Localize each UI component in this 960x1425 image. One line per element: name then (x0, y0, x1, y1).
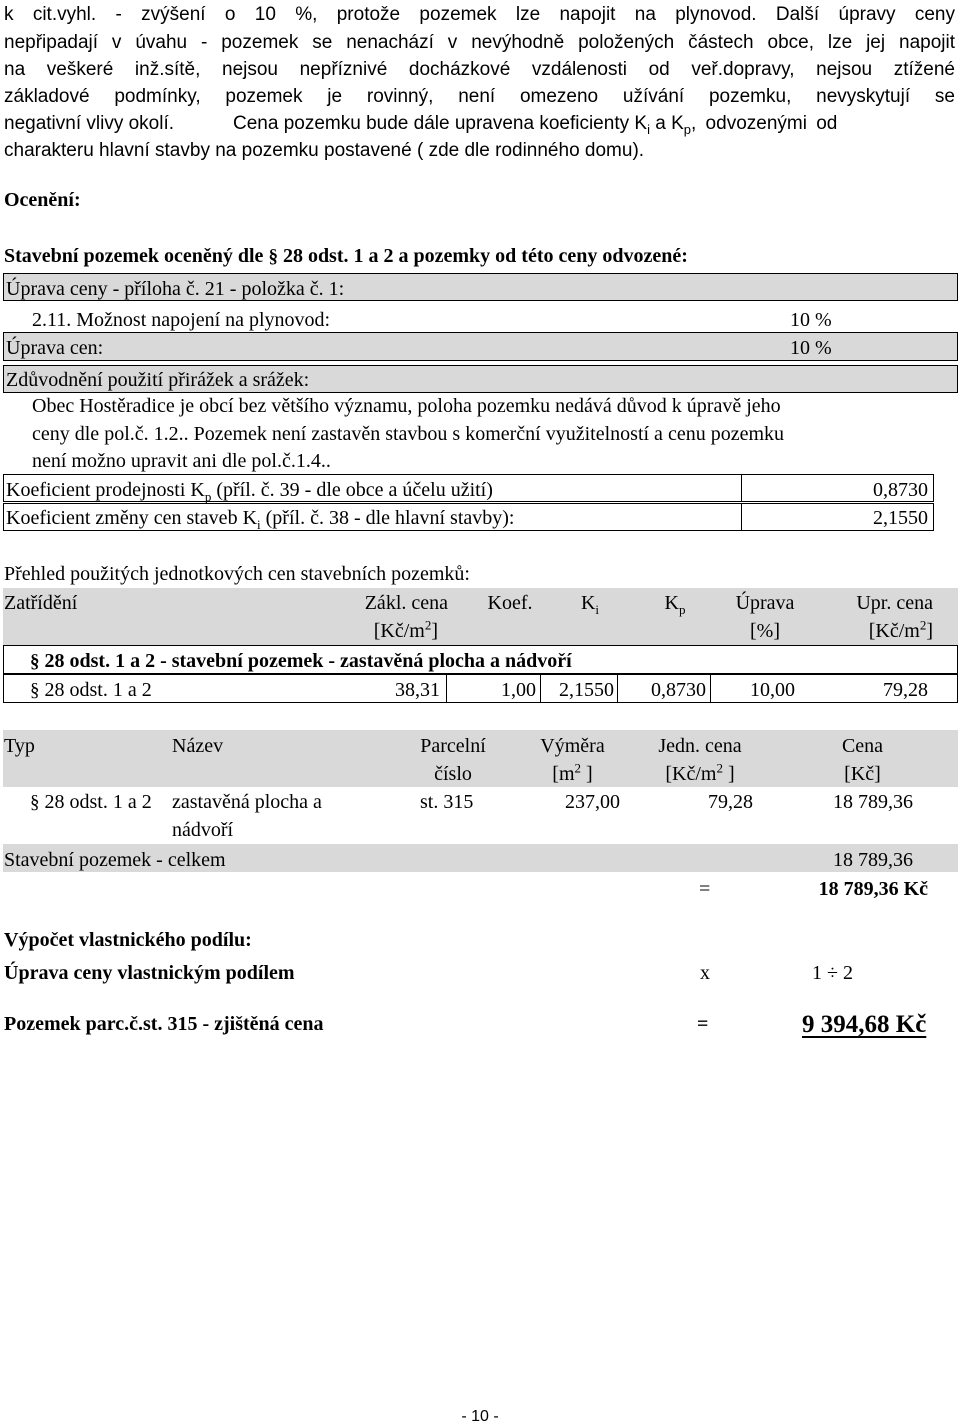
vypocet-uprava-label: Úprava ceny vlastnickým podílem (4, 962, 295, 984)
kp-value: 0,8730 (873, 479, 928, 501)
prehled-h-uprava2: [%] (750, 620, 780, 642)
intro-line-2: nepřipadají v úvahu - pozemek se nenachází v nevýhodně položených částech obce, lze jej napojit (4, 32, 955, 53)
tabulka-h-typ: Typ (4, 735, 35, 757)
prehled-title: Přehled použitých jednotkových cen stavebních pozemků: (4, 563, 470, 585)
tabulka-h-parc1: Parcelní (420, 735, 486, 757)
prehled-h-ki: $K_i$ (580, 592, 600, 617)
section-sign: § (30, 651, 40, 672)
prehled-row-divider-1 (446, 674, 447, 703)
zduvodneni-line-3: není možno upravit ani dle pol.č.1.4.. (32, 450, 331, 472)
uprava-item-value: 10 % (790, 309, 832, 331)
prehled-row-divider-2 (540, 674, 541, 703)
tabulka-h-nazev: Název (172, 735, 224, 757)
intro-line-1: k cit.vyhl. - zvýšení o 10 %, protože pozemek lze napojit na plynovod. Další úpravy ceny (4, 4, 955, 25)
vypocet-x: x (700, 962, 710, 984)
section-sign: § (30, 680, 40, 701)
tabulka-row-jedn: 79,28 (708, 791, 753, 813)
tabulka-h-jedn1: Jedn. cena (658, 735, 742, 757)
uprava-item-label: 2.11. Možnost napojení na plynovod: (32, 309, 331, 331)
final-eq: = (697, 1013, 709, 1035)
prehled-h-zakl1: Zákl. cena (364, 592, 448, 614)
zduvodneni-line-1: Obec Hostěradice je obcí bez většího významu, poloha pozemku nedává důvod k úpravě jeho (32, 395, 781, 417)
intro-line-3: na veškeré inž.sítě, nejsou nepříznivé docházkové vzdálenosti od veř.dopravy, nejsou ztížené (4, 59, 955, 80)
vypocet-heading: Výpočet vlastnického podílu: (4, 929, 252, 951)
prehled-h-koef: Koef. (487, 592, 533, 614)
tabulka-h-vym2: [$m^2$ ] (552, 760, 593, 785)
intro-line-5: negativní vlivy okolí. Cena pozemku bude dále upravena koeficienty $K_i$ a $K_p$, odvozenými od (4, 113, 838, 137)
final-label: Pozemek parc.č.st. 315 - zjištěná cena (4, 1013, 324, 1035)
kp-label: Koeficient prodejnosti $K_p$ (příl. č. 39 - dle obce a účelu užití) (6, 479, 493, 504)
prehled-row-divider-4 (710, 674, 711, 703)
tabulka-row-vym: 237,00 (565, 791, 620, 813)
zduvodneni-label: Zdůvodnění použití přirážek a srážek: (6, 369, 310, 391)
prehled-row-upr: 79,28 (883, 679, 928, 701)
prehled-row-koef: 1,00 (501, 679, 536, 701)
prehled-h-uprava1: Úprava (735, 592, 795, 614)
tabulka-h-jedn2: [$Kč/m^2$ ] (665, 760, 735, 785)
tabulka-h-cena2: [Kč] (844, 763, 881, 785)
vypocet-fraction: 1 ÷ 2 (812, 962, 853, 984)
tabulka-h-cena1: Cena (841, 735, 884, 757)
tabulka-h-vym1: Výměra (540, 735, 605, 757)
tabulka-row-nazev2: nádvoří (172, 819, 234, 841)
prehled-row-zatrideni: § 28 odst. 1 a 2 (30, 679, 152, 701)
prehled-row-kp: 0,8730 (651, 679, 706, 701)
prehled-h-upr1: Upr. cena (856, 592, 933, 614)
tabulka-total-value: 18 789,36 (833, 849, 913, 871)
prehled-h-zatrideni: Zatřídění (4, 592, 78, 614)
prehled-row-ki: 2,1550 (559, 679, 614, 701)
tabulka-row-typ: § 28 odst. 1 a 2 (30, 791, 152, 813)
uprava-title: Úprava ceny - příloha č. 21 - položka č. 1: (6, 278, 345, 300)
ki-value: 2,1550 (873, 507, 928, 529)
tabulka-eq-value: 18 789,36 Kč (818, 878, 928, 900)
tabulka-total-label: Stavební pozemek - celkem (4, 849, 226, 871)
prehled-row-uprava: 10,00 (750, 679, 795, 701)
pozemek-heading: Stavební pozemek oceněný dle § 28 odst. 1 a 2 a pozemky od této ceny odvozené: (4, 245, 688, 267)
prehled-h-upr2: $[Kč/m^2]$ (868, 617, 933, 642)
tabulka-row-nazev1: zastavěná plocha a (172, 791, 322, 813)
tabulka-h-parc2: číslo (434, 763, 472, 785)
tabulka-row-parc: st. 315 (420, 791, 474, 813)
tabulka-eq: = (699, 878, 711, 900)
prehled-row-divider-3 (617, 674, 618, 703)
tabulka-row-cena: 18 789,36 (833, 791, 913, 813)
intro-line-4: základové podmínky, pozemek je rovinný, není omezeno užívání pozemku, nevyskytují se (4, 86, 955, 107)
prehled-h-zakl2: $[Kč/m^2]$ (373, 617, 438, 642)
final-value: 9 394,68 Kč (802, 1011, 927, 1038)
prehled-row-zakl: 38,31 (395, 679, 440, 701)
oceneni-heading: Ocenění: (4, 189, 81, 211)
page-number: - 10 - (461, 1408, 499, 1425)
section-sign: § (30, 792, 40, 813)
intro-line-6: charakteru hlavní stavby na pozemku postavené ( zde dle rodinného domu). (4, 140, 645, 161)
uprava-total-label: Úprava cen: (6, 337, 104, 359)
zduvodneni-line-2: ceny dle pol.č. 1.2.. Pozemek není zastavěn stavbou s komerční využitelností a cenu pozemku (32, 423, 785, 445)
ki-label: Koeficient změny cen staveb $K_i$ (příl. č. 38 - dle hlavní stavby): (6, 507, 515, 532)
prehled-group: § 28 odst. 1 a 2 - stavební pozemek - zastavěná plocha a nádvoří (30, 650, 572, 672)
uprava-total-value: 10 % (790, 337, 832, 359)
prehled-h-kp: $K_p$ (664, 592, 686, 617)
